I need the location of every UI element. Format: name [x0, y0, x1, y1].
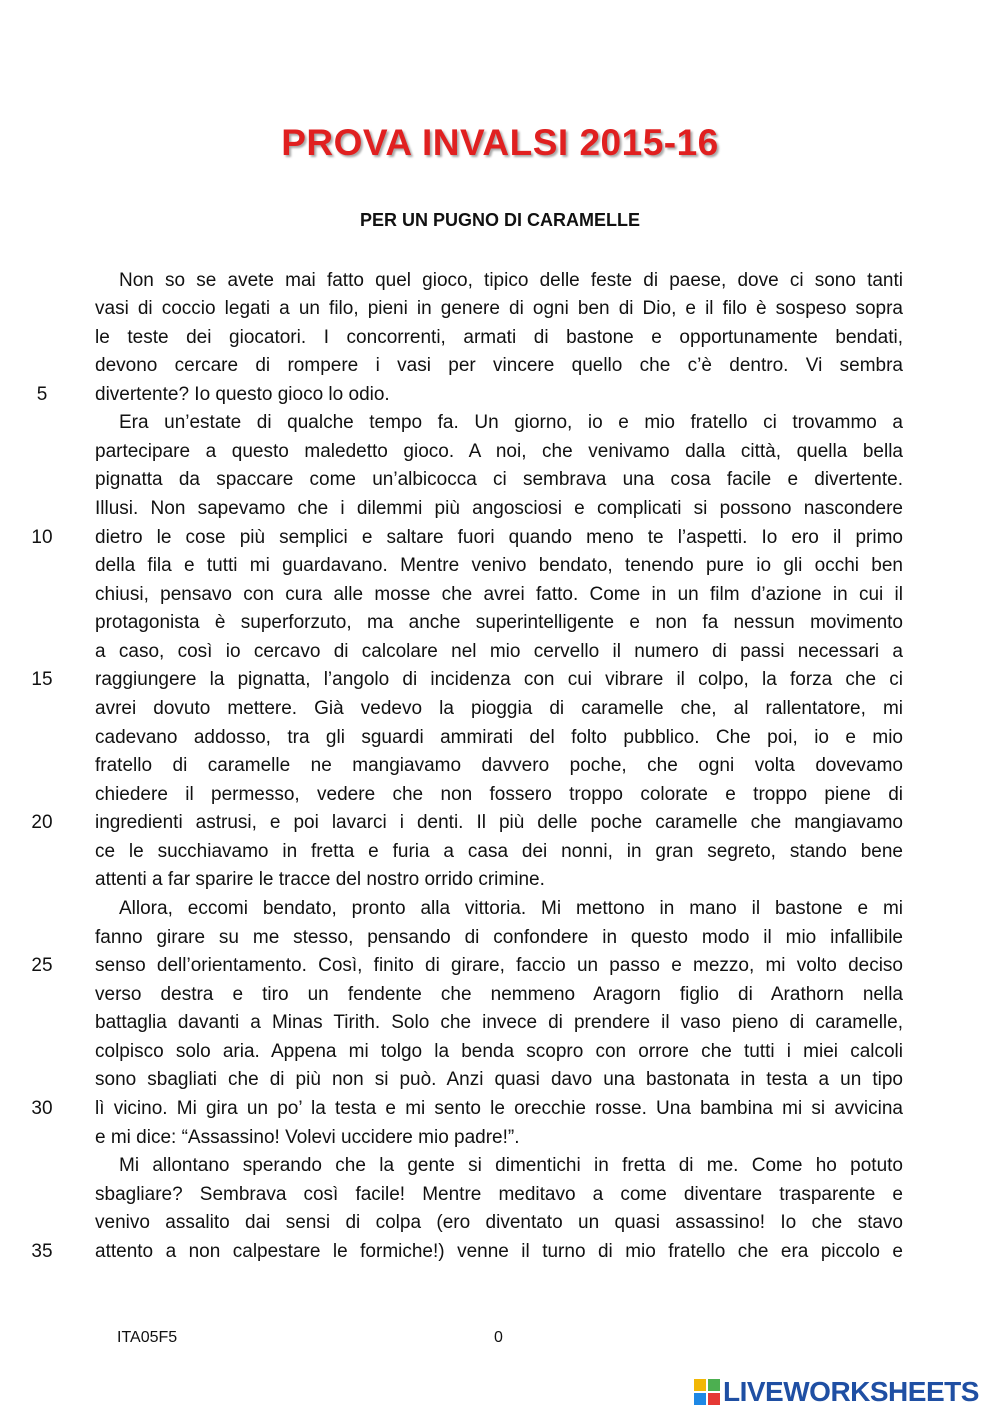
text-line: cadevano addosso, tra gli sguardi ammirati del folto pubblico. Che poi, io e mio — [95, 727, 903, 748]
text-line: colpisco solo aria. Appena mi tolgo la benda scopro con orrore che tutti i miei calcoli — [95, 1041, 903, 1062]
text-line: partecipare a questo maledetto gioco. A noi, che venivamo dalla città, quella bella — [95, 441, 903, 462]
story-title: PER UN PUGNO DI CARAMELLE — [359, 210, 640, 230]
text-line: fanno girare su me stesso, pensando di confondere in questo modo il mio infallibile — [95, 927, 903, 948]
text-line: lì vicino. Mi gira un po’ la testa e mi sento le orecchie rosse. Una bambina mi si avvicina — [95, 1098, 903, 1119]
line-number: 30 — [31, 1098, 53, 1119]
line-number: 10 — [31, 527, 53, 548]
line-number: 20 — [31, 812, 53, 833]
text-line: devono cercare di rompere i vasi per vincere quello che c’è dentro. Vi sembra — [95, 355, 903, 376]
text-line: Era un’estate di qualche tempo fa. Un giorno, io e mio fratello ci trovammo a — [119, 412, 903, 433]
text-line: divertente? Io questo gioco lo odio. — [95, 384, 390, 405]
text-line: della fila e tutti mi guardavano. Mentre venivo bendato, tenendo pure io gli occhi ben — [95, 555, 903, 576]
text-line: Non so se avete mai fatto quel gioco, tipico delle feste di paese, dove ci sono tanti — [119, 270, 903, 291]
text-line: ingredienti astrusi, e poi lavarci i denti. Il più delle poche caramelle che mangiavamo — [95, 812, 903, 833]
page-number: 0 — [494, 1329, 503, 1346]
text-line: senso dell’orientamento. Così, finito di girare, faccio un passo e mezzo, mi volto deciso — [95, 955, 903, 976]
text-line: sono sbagliati che di più non si può. Anzi quasi davo una bastonata in testa a un tipo — [95, 1069, 903, 1090]
text-line: Allora, eccomi bendato, pronto alla vittoria. Mi mettono in mano il bastone e mi — [119, 898, 903, 919]
text-line: chiusi, pensavo con cura alle mosse che avrei fatto. Come in un film d’azione in cui il — [95, 584, 903, 605]
text-line: dietro le cose più semplici e saltare fuori quando meno te l’aspetti. Io ero il primo — [95, 527, 903, 548]
footer-code: ITA05F5 — [117, 1329, 178, 1346]
text-line: ce le succhiavamo in fretta e furia a casa dei nonni, in gran segreto, stando bene — [95, 841, 903, 862]
text-line: Mi allontano sperando che la gente si dimentichi in fretta di me. Come ho potuto — [119, 1155, 903, 1176]
text-line: pignatta da spaccare come un’albicocca ci sembrava una cosa facile e divertente. — [95, 469, 903, 490]
text-line: venivo assalito dai sensi di colpa (ero diventato un quasi assassino! Io che stavo — [95, 1212, 903, 1233]
brand-name: LIVEWORKSHEETS — [723, 1376, 979, 1407]
line-number: 15 — [31, 669, 53, 690]
text-line: attenti a far sparire le tracce del nostro orrido crimine. — [95, 869, 545, 890]
text-line: a caso, così io cercavo di calcolare nel mio cervello il numero di passi necessari a — [95, 641, 903, 662]
text-line: sbagliare? Sembrava così facile! Mentre meditavo a come diventare trasparente e — [95, 1184, 903, 1205]
text-line: Illusi. Non sapevamo che i dilemmi più angosciosi e complicati si possono nascondere — [95, 498, 903, 519]
text-line: battaglia davanti a Minas Tirith. Solo che invece di prendere il vaso pieno di caramelle, — [95, 1012, 903, 1033]
worksheet-logo-icon — [694, 1379, 720, 1405]
text-line: vasi di coccio legati a un filo, pieni in genere di ogni ben di Dio, e il filo è sospeso sopra — [95, 298, 903, 319]
text-line: le teste dei giocatori. I concorrenti, armati di bastone e opportunamente bendati, — [95, 327, 903, 348]
text-line: verso destra e tiro un fendente che nemmeno Aragorn figlio di Arathorn nella — [95, 984, 903, 1005]
line-number: 5 — [36, 384, 48, 405]
line-number: 35 — [31, 1241, 53, 1262]
line-number: 25 — [31, 955, 53, 976]
text-line: e mi dice: “Assassino! Volevi uccidere mio padre!”. — [95, 1127, 520, 1148]
text-line: fratello di caramelle ne mangiavamo davvero poche, che ogni volta dovevamo — [95, 755, 903, 776]
text-line: attento a non calpestare le formiche!) venne il turno di mio fratello che era piccolo e — [95, 1241, 903, 1262]
liveworksheets-logo[interactable] — [694, 1374, 979, 1410]
text-line: avrei dovuto mettere. Già vedevo la pioggia di caramelle che, al rallentatore, mi — [95, 698, 903, 719]
text-line: protagonista è superforzuto, ma anche superintelligente e non fa nessun movimento — [95, 612, 903, 633]
page-title: PROVA INVALSI 2015-16 — [281, 122, 719, 163]
text-line: chiedere il permesso, vedere che non fossero troppo colorate e troppo piene di — [95, 784, 903, 805]
text-line: raggiungere la pignatta, l’angolo di incidenza con cui vibrare il colpo, la forza che ci — [95, 669, 903, 690]
